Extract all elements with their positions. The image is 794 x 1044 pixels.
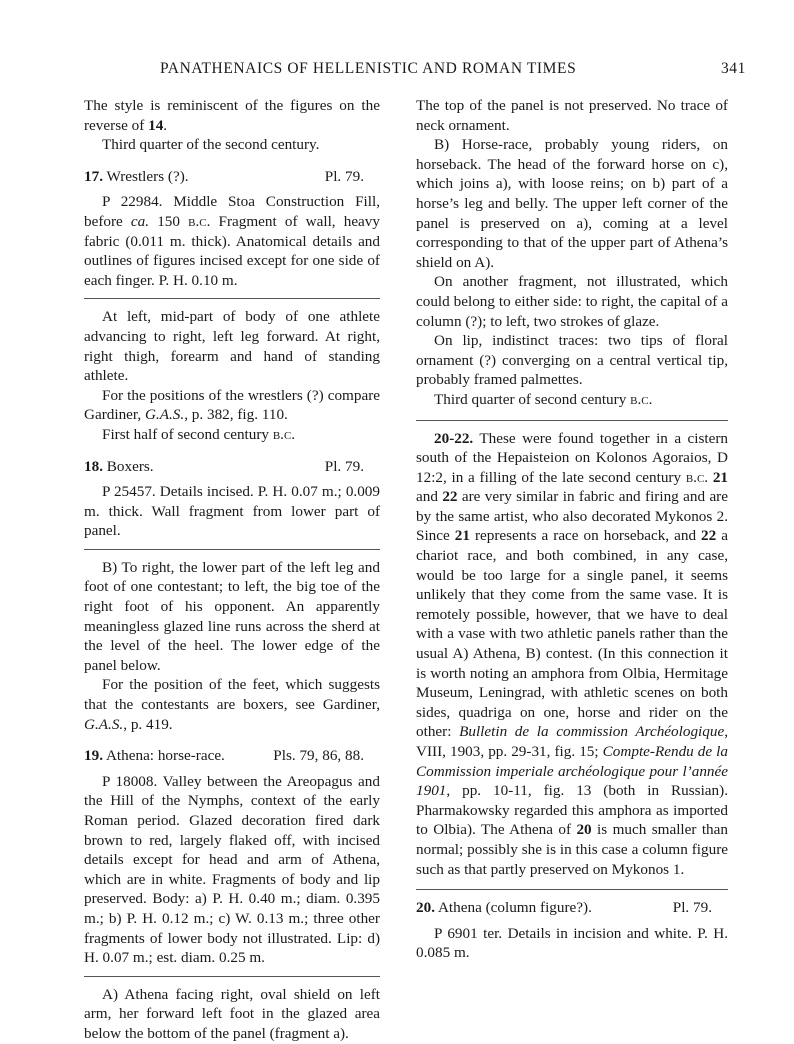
entry-18-figures: B) To right, the lower part of the left leg and foot of one contestant; to left, the big toe of the right foot of his opponent. An apparently meaningless glazed line runs across the sherd at the level of the heel. The lower edge of the panel below. — [84, 558, 380, 674]
entry-19-heading: 19. Athena: horse-race. Pls. 79, 86, 88. — [84, 746, 380, 766]
entry-17-dating: First half of second century b.c. — [102, 425, 296, 443]
right-column — [416, 96, 728, 963]
intro-dating: Third quarter of the second century. — [102, 136, 320, 154]
entry-19-divider — [84, 976, 380, 977]
entry-17-description: P 22984. Middle Stoa Construction Fill, before ca. 150 b.c. Fragment of wall, heavy fabric (0.011 m. thick). Anatomical details and outlines of figures incised except for one side of each finger. P. H. 0.10 m. — [84, 193, 380, 289]
entry-17-comparison: For the positions of the wrestlers (?) compare Gardiner, G.A.S., p. 382, fig. 110. — [84, 386, 380, 424]
entry-19-other-fragment: On another fragment, not illustrated, which could belong to either side: to right, the capital of a column (?); to left, two strokes of glaze. — [416, 273, 728, 330]
entry-18-comparison: For the position of the feet, which suggests that the contestants are boxers, see Gardiner, G.A.S., p. 419. — [84, 676, 380, 733]
group-divider — [416, 420, 728, 421]
intro-paragraph: The style is reminiscent of the figures on the reverse of 14. — [84, 97, 380, 134]
running-head-title: PANATHENAICS OF HELLENISTIC AND ROMAN TIMES — [160, 60, 577, 77]
entry-19-dating: Third quarter of second century b.c. — [434, 390, 653, 408]
entry-18-heading: 18. Boxers. Pl. 79. — [84, 457, 380, 477]
entry-17-divider — [84, 298, 380, 299]
entry-19-lip: On lip, indistinct traces: two tips of floral ornament (?) converging on a central vertical tip, probably framed palmettes. — [416, 332, 728, 389]
entry-19-side-a: A) Athena facing right, oval shield on left arm, her forward left foot in the glazed area below the bottom of the panel (fragment a). — [84, 985, 380, 1042]
entry-18-plate: Pl. 79. — [324, 457, 364, 475]
entry-17-figures: At left, mid-part of body of one athlete advancing to right, left leg forward. At right, right thigh, forearm and hand of standing athlete. — [84, 308, 380, 385]
entry-17-plate: Pl. 79. — [324, 167, 364, 185]
entry-18-description: P 25457. Details incised. P. H. 0.07 m.; 0.009 m. thick. Wall fragment from lower part of panel. — [84, 483, 380, 540]
entry-19-plate: Pls. 79, 86, 88. — [273, 747, 364, 765]
entry-20-heading: 20. Athena (column figure?). Pl. 79. — [416, 898, 728, 918]
entry-20-description: P 6901 ter. Details in incision and white. P. H. 0.085 m. — [416, 924, 728, 962]
entry-19-side-b: B) Horse-race, probably young riders, on horseback. The head of the forward horse on c), which joins a), with loose reins; on b) part of a horse’s leg and belly. The upper left corner of the panel is preserved on a), coming at a level corresponding to that of the upper part of Athena’s shield on A). — [416, 136, 728, 271]
entry-18-divider — [84, 549, 380, 550]
entry-19-continuation: The top of the panel is not preserved. No trace of neck ornament. — [416, 97, 728, 134]
page-number: 341 — [720, 60, 746, 77]
group-20-22-paragraph: 20-22. These were found together in a cistern south of the Hepaisteion on Kolonos Agoraios, D 12:2, in a filling of the late second century b.c. 21 and 22 are very similar in fabric and firing and are by the same artist, who also decorated Mykonos 2. Since 21 represents a race on horseback, and 22 a chariot race, and both combined, in any case, would be too large for a single panel, it seems unlikely that they come from the same vase. It is remotely possible, however, that we have to deal with a vase with two athletic panels rather than the usual A) Athena, B) contest. (In this connection it is worth noting an amphora from Olbia, Hermitage Museum, Leningrad, with athletic scenes on both sides, quadriga on one, horse and rider on the other: Bulletin de la commission Archéologique, VIII, 1903, pp. 29-31, fig. 15; Compte-Rendu de la Commission imperiale archéologique pour l’année 1901, pp. 10-11, fig. 13 (both in Russian). Pharmakowsky regarded this amphora as imported to Olbia). The Athena of 20 is much smaller than normal; possibly she is in this case a column figure such as that partly preserved on Mykonos 1. — [416, 429, 729, 878]
entry-20-top-divider — [416, 889, 728, 890]
left-column — [84, 96, 380, 1044]
entry-19-description: P 18008. Valley between the Areopagus and the Hill of the Nymphs, context of the early Roman period. Glazed decoration fired dark brown to red, largely flaked off, with incised details except for head and arm of Athena, which are in white. Fragments of body and lip preserved. Body: a) P. H. 0.40 m.; diam. 0.395 m.; b) P. H. 0.12 m.; c) W. 0.13 m.; three other fragments of lower body not illustrated. Lip: d) H. 0.07 m.; est. diam. 0.25 m. — [84, 772, 380, 967]
entry-17-heading: 17. Wrestlers (?). Pl. 79. — [84, 167, 380, 187]
entry-20-plate: Pl. 79. — [672, 899, 712, 917]
